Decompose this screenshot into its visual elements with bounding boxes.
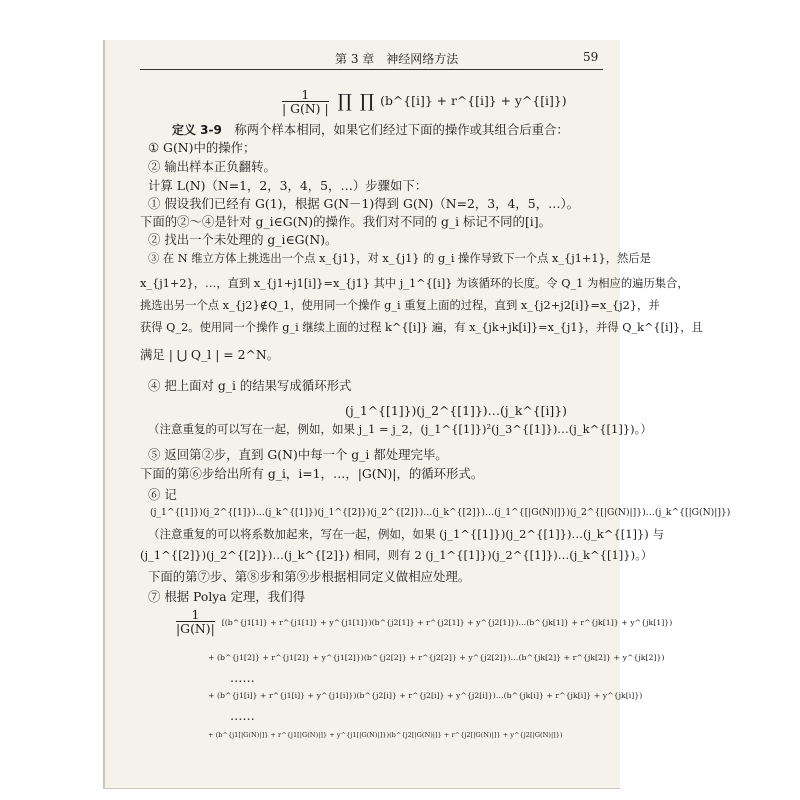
text-line: （注意重复的可以写在一起，例如，如果 j_1 = j_2，(j_1^{[1]})²(j_3^{[1]})…(j_k^{[1]})。） <box>148 422 652 436</box>
header-rule <box>140 69 603 70</box>
product-symbol: ∏ <box>359 91 375 112</box>
ellipsis: …… <box>230 670 255 685</box>
text-line: x_{j1+2}，…，直到 x_{j1+j1[i]}=x_{j1} 其中 j_1^{[i]} 为该循环的长度。令 Q_1 为相应的遍历集合， <box>140 277 689 290</box>
cycle-formula: (j_1^{[1]})(j_2^{[1]})…(j_k^{[1]})(j_1^{[2]})(j_2^{[2]})…(j_k^{[2]})…(j_1^{[|G(N)|]})(j_2^{[|G(N)|]})…(j_k^{[|G(N)|]}) <box>150 507 731 518</box>
product-symbol: ∏ <box>337 91 352 112</box>
final-formula <box>176 608 672 635</box>
text-line: (j_1^{[2]})(j_2^{[2]})…(j_k^{[2]}) 相同，则有 2 (j_1^{[1]})(j_2^{[1]})…(j_k^{[1]})。） <box>140 548 653 562</box>
text-line: ② 输出样本正负翻转。 <box>148 159 276 174</box>
ellipsis: …… <box>230 708 255 723</box>
final-formula-fraction: $\frac{1}{|G(N)|}$ <box>176 607 215 636</box>
chapter-title: 第 3 章 神经网络方法 <box>335 52 459 66</box>
final-formula-row: + (b^{j1[|G(N)|]} + r^{j1[|G(N)|]} + y^{j1[|G(N)|]})(b^{j2[|G(N)|]} + r^{j2[|G(N)|]} + y^{j2[|G(N)|]}) <box>208 731 563 739</box>
page-number: 59 <box>583 50 599 64</box>
text-line: 挑选出另一个点 x_{j2}∉Q_1，使用同一个操作 g_i 重复上面的过程，直到 x_{j2+j2[i]}=x_{j2}，并 <box>140 299 660 312</box>
cycle-formula: (j_1^{[1]})(j_2^{[1]})…(j_k^{[i]}) <box>345 403 567 418</box>
final-formula-row: + (b^{j1[i]} + r^{j1[i]} + y^{j1[i]})(b^{j2[i]} + r^{j2[i]} + y^{j2[i]})…(b^{jk[i]} + r^{jk[i]} + y^{jk[i]}) <box>208 691 643 700</box>
text-line: ② 找出一个未处理的 g_i∈G(N)。 <box>148 232 338 247</box>
text-line: ⑥ 记 <box>148 487 177 502</box>
text-line: 下面的②～④是针对 g_i∈G(N)的操作。我们对不同的 g_i 标记不同的[i]。 <box>140 214 551 229</box>
top-formula-body: (b^{[i]} + r^{[i]} + y^{[i]}) <box>380 93 567 108</box>
text-line: （注意重复的可以将系数加起来，写在一起，例如，如果 (j_1^{[1]})(j_2^{[1]})…(j_k^{[1]}) 与 <box>148 527 664 541</box>
text-line: ⑤ 返回第②步，直到 G(N)中每一个 g_i 都处理完毕。 <box>148 447 448 462</box>
text-line: ⑦ 根据 Polya 定理，我们得 <box>148 589 305 604</box>
text-line: 满足 | ⋃ Q_l | = 2^N。 <box>140 347 280 362</box>
top-formula-fraction: $\frac{1}{| G(N) |}$ <box>282 87 329 116</box>
text-line: 下面的第⑦步、第⑧步和第⑨步根据相同定义做相应处理。 <box>148 569 471 584</box>
text-line: ① 假设我们已经有 G(1)，根据 G(N－1)得到 G(N)（N=2，3，4，5，…）。 <box>148 196 580 211</box>
definition <box>172 122 569 138</box>
definition-label: 定义 3-9 <box>172 123 222 137</box>
text-line: 计算 L(N)（N=1，2，3，4，5，…）步骤如下： <box>148 178 428 193</box>
text-line: ④ 把上面对 g_i 的结果写成循环形式 <box>148 378 352 393</box>
final-formula-row: + (b^{j1[2]} + r^{j1[2]} + y^{j1[2]})(b^{j2[2]} + r^{j2[2]} + y^{j2[2]})…(b^{jk[2]} + r^{jk[2]} + y^{jk[2]}) <box>208 653 665 662</box>
text-line: 下面的第⑥步给出所有 g_i，i=1，…，|G(N)|，的循环形式。 <box>140 466 484 481</box>
top-formula <box>282 88 567 115</box>
text-line: ③ 在 N 维立方体上挑选出一个点 x_{j1}，对 x_{j1} 的 g_i 操作导致下一个点 x_{j1+1}，然后是 <box>148 252 651 265</box>
text-line: 获得 Q_2。使用同一个操作 g_i 继续上面的过程 k^{[i]} 遍，有 x_{jk+jk[i]}=x_{j1}，并得 Q_k^{[i]}，且 <box>140 321 703 334</box>
text-line: ① G(N)中的操作； <box>148 140 256 155</box>
definition-text: 称两个样本相同，如果它们经过下面的操作或其组合后重合： <box>234 122 569 137</box>
final-formula-row: [(b^{j1[1]} + r^{j1[1]} + y^{j1[1]})(b^{j2[1]} + r^{j2[1]} + y^{j2[1]})…(b^{jk[1]} + r^{jk[1]} + y^{jk[1]}) <box>221 618 673 627</box>
